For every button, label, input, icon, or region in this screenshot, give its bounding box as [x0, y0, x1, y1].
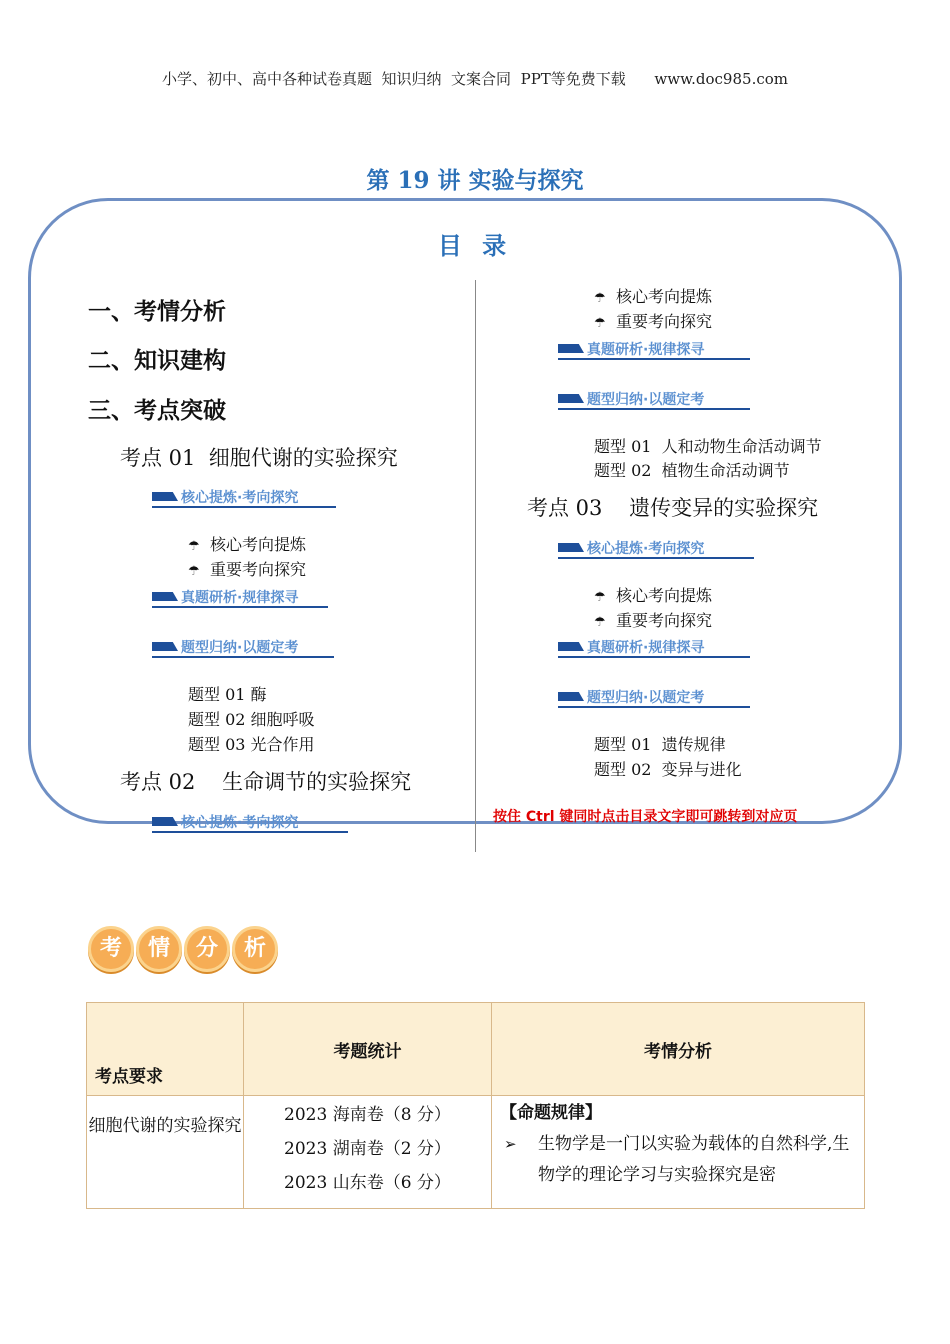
kaoqing-table [86, 1002, 865, 1209]
tag-core-3[interactable] [558, 541, 754, 559]
tag-label: 核心提炼·考向探究 [181, 490, 299, 506]
tag-bar-icon [558, 543, 584, 552]
tag-type-1[interactable] [152, 640, 334, 658]
stat-line: 2023 海南卷（8 分） [284, 1105, 451, 1125]
cell-requirement: 细胞代谢的实验探究 [87, 1096, 244, 1209]
bullet-label: 核心考向提炼 [210, 535, 307, 554]
site-header: 小学、初中、高中各种试卷真题 知识归纳 文案合同 PPT等免费下载 www.doc985.com [161, 70, 788, 88]
umbrella-icon: ☂ [188, 539, 200, 554]
tag-bar-icon [558, 344, 584, 353]
ctrl-click-tip: 按住 Ctrl 键同时点击目录文字即可跳转到对应页 [493, 809, 798, 825]
tag-bar-icon [152, 492, 178, 501]
toc-link-kaodian[interactable]: 三、考点突破 [88, 397, 226, 424]
bullet-label: 核心考向提炼 [616, 287, 713, 306]
toc-link-core-1-b[interactable] [188, 557, 306, 580]
tag-real-2[interactable] [558, 342, 750, 360]
col-header-analysis: 考情分析 [492, 1003, 865, 1096]
banner-char: 析 [232, 926, 278, 972]
tag-bar-icon [152, 817, 178, 826]
umbrella-icon: ☂ [594, 615, 606, 630]
bullet-label: 重要考向探究 [616, 611, 713, 630]
umbrella-icon: ☂ [594, 291, 606, 306]
tag-core-2[interactable] [152, 815, 348, 833]
cell-stats [244, 1096, 492, 1209]
toc-link-core-2-a[interactable] [594, 284, 712, 307]
toc-link-zhishi[interactable]: 二、知识建构 [88, 347, 226, 374]
rule-text: 生物学是一门以实验为载体的自然科学,生物学的理论学习与实验探究是密 [538, 1134, 850, 1185]
bullet-label: 重要考向探究 [210, 560, 307, 579]
toc-link-type-2-1[interactable]: 题型 01 人和动物生命活动调节 [594, 437, 822, 456]
tag-label: 题型归纳·以题定考 [587, 690, 705, 706]
toc-link-core-3-a[interactable] [594, 583, 712, 606]
col-header-requirement: 考点要求 [87, 1003, 244, 1096]
tag-bar-icon [558, 642, 584, 651]
kaoqing-banner [88, 926, 280, 976]
tag-bar-icon [152, 642, 178, 651]
banner-char: 情 [136, 926, 182, 972]
lecture-title: 第 19 讲 实验与探究 [366, 167, 584, 194]
umbrella-icon: ☂ [594, 590, 606, 605]
toc-link-type-2-2[interactable]: 题型 02 植物生命活动调节 [594, 461, 790, 480]
tag-real-3[interactable] [558, 640, 750, 658]
banner-char: 考 [88, 926, 134, 972]
tag-bar-icon [558, 394, 584, 403]
rule-title: 【命题规律】 [500, 1103, 602, 1123]
arrow-bullet-icon: ➢ [504, 1135, 517, 1153]
umbrella-icon: ☂ [594, 316, 606, 331]
tag-type-3[interactable] [558, 690, 750, 708]
tag-label: 核心提炼·考向探究 [181, 815, 299, 831]
tag-label: 真题研析·规律探寻 [587, 640, 705, 656]
cell-analysis [492, 1096, 865, 1209]
rule-body [500, 1129, 856, 1191]
tag-label: 真题研析·规律探寻 [181, 590, 299, 606]
toc-link-kaodian-01[interactable]: 考点 01 细胞代谢的实验探究 [120, 446, 398, 470]
tag-label: 真题研析·规律探寻 [587, 342, 705, 358]
table-row [87, 1096, 865, 1209]
bullet-label: 核心考向提炼 [616, 586, 713, 605]
tag-label: 题型归纳·以题定考 [181, 640, 299, 656]
col-header-stats: 考题统计 [244, 1003, 492, 1096]
toc-link-type-3-2[interactable]: 题型 02 变异与进化 [594, 760, 742, 779]
toc-link-type-1-3[interactable]: 题型 03 光合作用 [188, 735, 315, 754]
toc-link-kaoqing[interactable]: 一、考情分析 [88, 298, 226, 325]
tag-label: 题型归纳·以题定考 [587, 392, 705, 408]
toc-link-type-1-1[interactable]: 题型 01 酶 [188, 685, 267, 704]
toc-divider [475, 280, 476, 852]
tag-label: 核心提炼·考向探究 [587, 541, 705, 557]
toc-heading: 目 录 [437, 231, 513, 260]
umbrella-icon: ☂ [188, 564, 200, 579]
tag-core-1[interactable] [152, 490, 336, 508]
tag-real-1[interactable] [152, 590, 328, 608]
table-header-row [87, 1003, 865, 1096]
toc-link-type-3-1[interactable]: 题型 01 遗传规律 [594, 735, 726, 754]
toc-link-kaodian-03[interactable]: 考点 03 遗传变异的实验探究 [527, 496, 819, 520]
stat-line: 2023 湖南卷（2 分） [284, 1139, 451, 1159]
tag-type-2[interactable] [558, 392, 750, 410]
toc-link-core-3-b[interactable] [594, 608, 712, 631]
bullet-label: 重要考向探究 [616, 312, 713, 331]
stat-line: 2023 山东卷（6 分） [284, 1173, 451, 1193]
tag-bar-icon [558, 692, 584, 701]
toc-link-kaodian-02[interactable]: 考点 02 生命调节的实验探究 [120, 770, 412, 794]
toc-link-core-2-b[interactable] [594, 309, 712, 332]
tag-bar-icon [152, 592, 178, 601]
banner-char: 分 [184, 926, 230, 972]
toc-link-type-1-2[interactable]: 题型 02 细胞呼吸 [188, 710, 315, 729]
toc-link-core-1-a[interactable] [188, 532, 306, 555]
